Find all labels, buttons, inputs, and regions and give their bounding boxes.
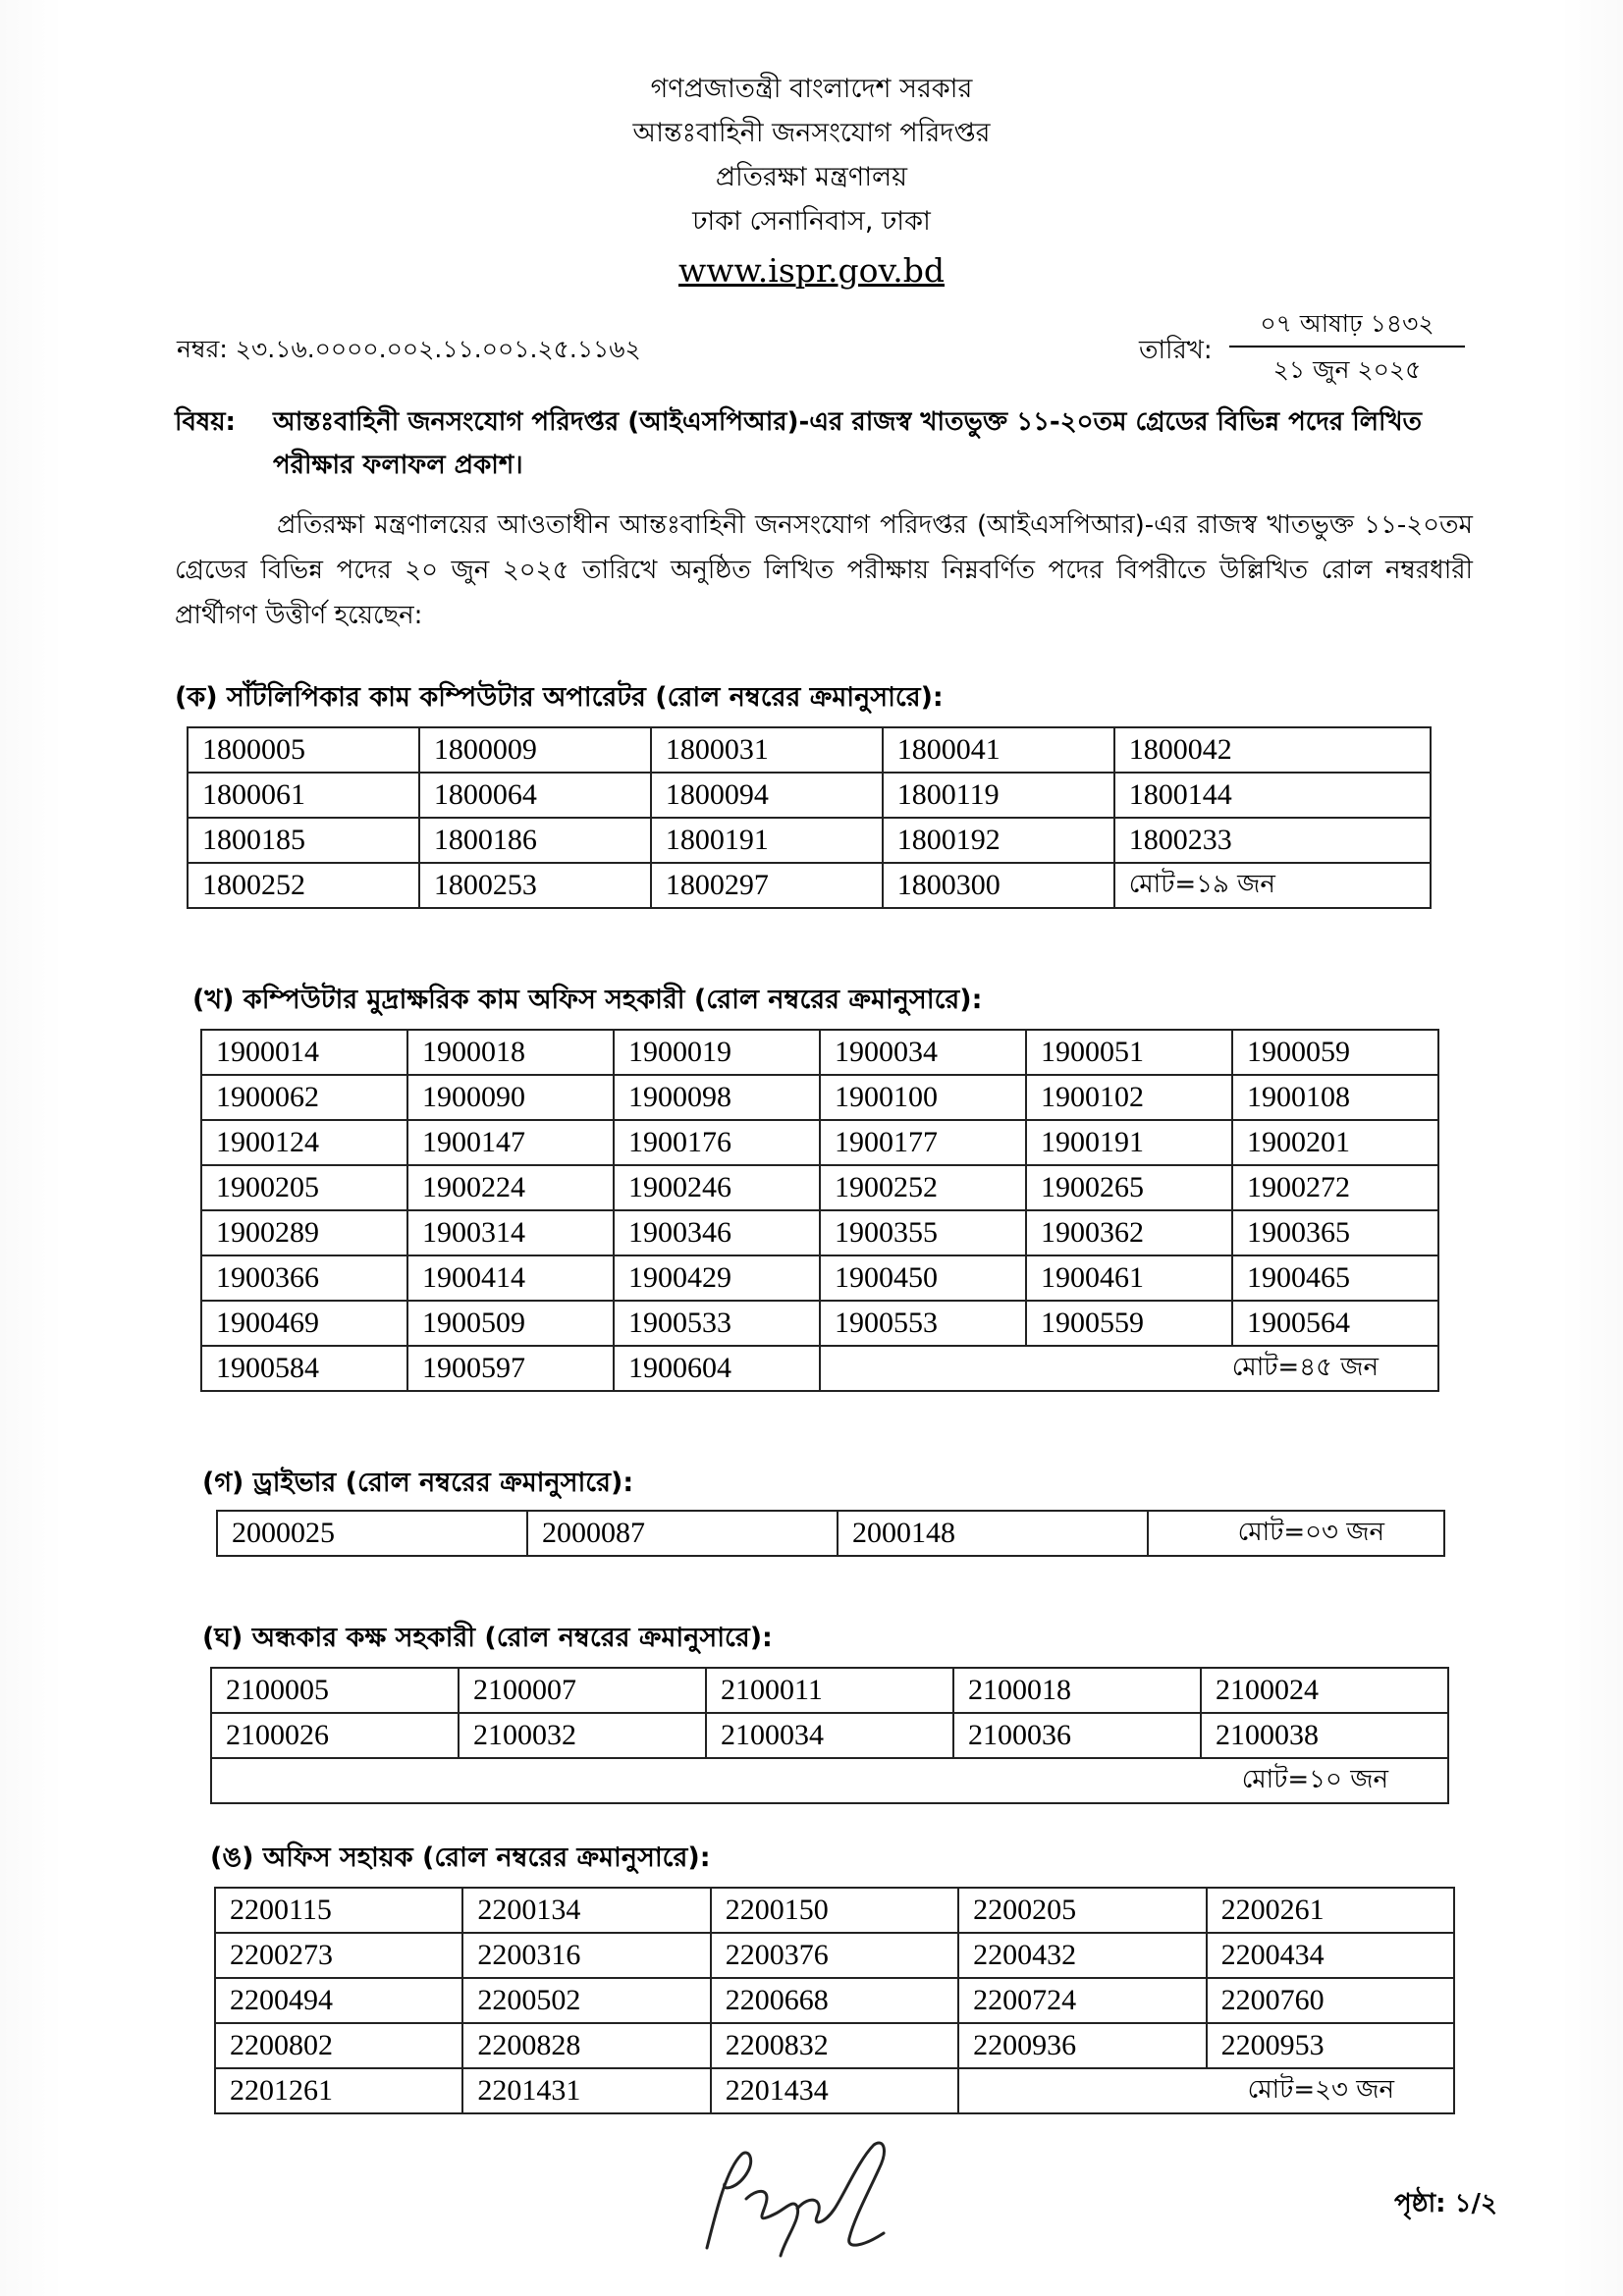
table-row — [201, 1165, 1438, 1210]
roll-cell: 1900034 — [820, 1030, 1026, 1075]
roll-cell: 1800009 — [419, 727, 651, 773]
section-uma-total: মোট=২৩ জন — [958, 2068, 1454, 2113]
roll-cell: 1900265 — [1026, 1165, 1232, 1210]
section-ga-title: (গ) ড্রাইভার (রোল নম্বরের ক্রমানুসারে): — [202, 1468, 634, 1498]
section-gha-title: (ঘ) অন্ধকার কক্ষ সহকারী (রোল নম্বরের ক্রমানুসারে): — [202, 1623, 773, 1653]
roll-cell: 1900346 — [614, 1210, 820, 1255]
subject — [175, 400, 1471, 487]
roll-cell: 1900090 — [407, 1075, 614, 1120]
table-row — [201, 1255, 1438, 1301]
roll-cell: 1900362 — [1026, 1210, 1232, 1255]
roll-cell: 2200502 — [462, 1978, 710, 2023]
section-kha-total: মোট=৪৫ জন — [820, 1346, 1438, 1391]
roll-cell: 1800031 — [651, 727, 883, 773]
roll-cell: 2200432 — [958, 1933, 1206, 1978]
roll-cell: 2200832 — [711, 2023, 958, 2068]
letterhead — [0, 67, 1623, 296]
table-row — [201, 1346, 1438, 1391]
roll-cell: 2100007 — [459, 1668, 706, 1713]
roll-cell: 1900272 — [1232, 1165, 1438, 1210]
roll-cell: 1800144 — [1114, 773, 1431, 818]
ministry-name: প্রতিরক্ষা মন্ত্রণালয় — [715, 162, 908, 192]
roll-cell: 1900564 — [1232, 1301, 1438, 1346]
roll-cell: 1900461 — [1026, 1255, 1232, 1301]
section-ka-total: মোট=১৯ জন — [1114, 863, 1431, 908]
roll-cell: 1900553 — [820, 1301, 1026, 1346]
roll-cell: 1900246 — [614, 1165, 820, 1210]
roll-cell: 1900355 — [820, 1210, 1026, 1255]
roll-cell: 1900604 — [614, 1346, 820, 1391]
roll-cell: 1900124 — [201, 1120, 407, 1165]
roll-cell: 1900205 — [201, 1165, 407, 1210]
roll-cell: 1800042 — [1114, 727, 1431, 773]
roll-cell: 1800119 — [883, 773, 1114, 818]
section-gha-table — [210, 1667, 1449, 1804]
address: ঢাকা সেনানিবাস, ঢাকা — [692, 206, 931, 237]
roll-cell: 2200828 — [462, 2023, 710, 2068]
roll-cell: 1900201 — [1232, 1120, 1438, 1165]
roll-cell: 1900176 — [614, 1120, 820, 1165]
roll-cell: 1800064 — [419, 773, 651, 818]
roll-cell: 1900584 — [201, 1346, 407, 1391]
roll-cell: 2201431 — [462, 2068, 710, 2113]
signature-image — [687, 2130, 903, 2268]
roll-cell: 1800005 — [188, 727, 419, 773]
roll-cell: 2201261 — [215, 2068, 462, 2113]
roll-cell: 1900559 — [1026, 1301, 1232, 1346]
roll-cell: 2200150 — [711, 1888, 958, 1933]
roll-cell: 2200205 — [958, 1888, 1206, 1933]
roll-cell: 1900509 — [407, 1301, 614, 1346]
website-link[interactable]: www.ispr.gov.bd — [677, 251, 946, 290]
roll-cell: 2100032 — [459, 1713, 706, 1758]
subject-label: বিষয়: — [175, 407, 236, 437]
roll-cell: 1900429 — [614, 1255, 820, 1301]
roll-cell: 1800297 — [651, 863, 883, 908]
subject-text: আন্তঃবাহিনী জনসংযোগ পরিদপ্তর (আইএসপিআর)-এর রাজস্ব খাতভুক্ত ১১-২০তম গ্রেডের বিভিন্ন পদের লিখিত পরীক্ষার ফলাফল প্রকাশ। — [273, 407, 1423, 480]
roll-cell: 1800253 — [419, 863, 651, 908]
roll-cell: 2200668 — [711, 1978, 958, 2023]
roll-cell: 1900014 — [201, 1030, 407, 1075]
section-ka-table — [187, 726, 1432, 909]
roll-cell: 2200273 — [215, 1933, 462, 1978]
roll-cell: 2100005 — [211, 1668, 459, 1713]
roll-cell: 1800186 — [419, 818, 651, 863]
roll-cell: 1900062 — [201, 1075, 407, 1120]
table-row — [215, 2023, 1454, 2068]
roll-cell: 1800192 — [883, 818, 1114, 863]
table-row — [188, 727, 1431, 773]
roll-cell: 2200115 — [215, 1888, 462, 1933]
roll-cell: 1900051 — [1026, 1030, 1232, 1075]
table-row — [215, 2068, 1454, 2113]
roll-cell: 1900102 — [1026, 1075, 1232, 1120]
roll-cell: 1900191 — [1026, 1120, 1232, 1165]
roll-cell: 1900289 — [201, 1210, 407, 1255]
roll-cell: 1800191 — [651, 818, 883, 863]
section-uma-title: (ঙ) অফিস সহায়ক (রোল নম্বরের ক্রমানুসারে): — [210, 1842, 711, 1873]
table-row — [215, 1933, 1454, 1978]
roll-cell: 2000148 — [838, 1511, 1148, 1556]
table-row — [201, 1075, 1438, 1120]
roll-cell: 2200494 — [215, 1978, 462, 2023]
page-number: পৃষ্ঠা: ১/২ — [1394, 2189, 1497, 2218]
roll-cell: 1900314 — [407, 1210, 614, 1255]
roll-cell: 1800094 — [651, 773, 883, 818]
roll-cell: 2200134 — [462, 1888, 710, 1933]
roll-cell: 1900450 — [820, 1255, 1026, 1301]
table-row — [201, 1210, 1438, 1255]
date-label: তারিখ: — [1139, 336, 1213, 365]
govt-name: গণপ্রজাতন্ত্রী বাংলাদেশ সরকার — [650, 74, 973, 104]
roll-cell: 1900366 — [201, 1255, 407, 1301]
table-row — [211, 1713, 1448, 1758]
roll-cell: 1900108 — [1232, 1075, 1438, 1120]
date-divider — [1229, 346, 1465, 347]
roll-cell: 2200376 — [711, 1933, 958, 1978]
roll-cell: 2200760 — [1207, 1978, 1454, 2023]
table-row — [215, 1978, 1454, 2023]
table-row — [211, 1668, 1448, 1713]
roll-cell: 2100038 — [1201, 1713, 1448, 1758]
roll-cell: 1900147 — [407, 1120, 614, 1165]
roll-cell: 1900414 — [407, 1255, 614, 1301]
roll-cell: 2200802 — [215, 2023, 462, 2068]
date-bangla: ০৭ আষাঢ় ১৪৩২ — [1260, 309, 1434, 338]
table-row — [188, 818, 1431, 863]
table-row — [201, 1120, 1438, 1165]
table-row — [201, 1030, 1438, 1075]
date-english: ২১ জুন ২০২৫ — [1272, 355, 1422, 384]
roll-cell: 1900597 — [407, 1346, 614, 1391]
roll-cell: 1900059 — [1232, 1030, 1438, 1075]
roll-cell: 1900098 — [614, 1075, 820, 1120]
roll-cell: 2200316 — [462, 1933, 710, 1978]
table-row — [217, 1511, 1444, 1556]
section-ga-table — [216, 1510, 1445, 1557]
roll-cell: 1900177 — [820, 1120, 1026, 1165]
roll-cell: 1800252 — [188, 863, 419, 908]
department-name: আন্তঃবাহিনী জনসংযোগ পরিদপ্তর — [632, 118, 991, 148]
roll-cell: 2200953 — [1207, 2023, 1454, 2068]
roll-cell: 1900469 — [201, 1301, 407, 1346]
section-gha-total: মোট=১০ জন — [211, 1758, 1448, 1803]
roll-cell: 1900224 — [407, 1165, 614, 1210]
table-row — [188, 773, 1431, 818]
roll-cell: 2200936 — [958, 2023, 1206, 2068]
roll-cell: 1900100 — [820, 1075, 1026, 1120]
roll-cell: 2200724 — [958, 1978, 1206, 2023]
roll-cell: 1900252 — [820, 1165, 1026, 1210]
table-row — [201, 1301, 1438, 1346]
roll-cell: 1800233 — [1114, 818, 1431, 863]
section-ka-title: (ক) সাঁটলিপিকার কাম কম্পিউটার অপারেটর (রোল নম্বরের ক্রমানুসারে): — [175, 682, 944, 713]
roll-cell: 1900365 — [1232, 1210, 1438, 1255]
roll-cell: 2200261 — [1207, 1888, 1454, 1933]
section-kha-table — [200, 1029, 1439, 1392]
roll-cell: 1800041 — [883, 727, 1114, 773]
roll-cell: 1900018 — [407, 1030, 614, 1075]
roll-cell: 2201434 — [711, 2068, 958, 2113]
roll-cell: 1900533 — [614, 1301, 820, 1346]
roll-cell: 1800185 — [188, 818, 419, 863]
memo-number: নম্বর: ২৩.১৬.০০০০.০০২.১১.০০১.২৫.১১৬২ — [177, 335, 641, 363]
roll-cell: 2100018 — [953, 1668, 1201, 1713]
roll-cell: 2100011 — [706, 1668, 953, 1713]
table-row — [215, 1888, 1454, 1933]
table-row — [211, 1758, 1448, 1803]
body-paragraph: প্রতিরক্ষা মন্ত্রণালয়ের আওতাধীন আন্তঃবাহিনী জনসংযোগ পরিদপ্তর (আইএসপিআর)-এর রাজস্ব খাতভুক্ত ১১-২০তম গ্রেডের বিভিন্ন পদের ২০ জুন ২০২৫ তারিখে অনুষ্ঠিত লিখিত পরীক্ষায় নিম্নবর্ণিত পদের বিপরীতে উল্লিখিত রোল নম্বরধারী প্রার্থীগণ উত্তীর্ণ হয়েছেন: — [175, 510, 1473, 630]
table-row — [188, 863, 1431, 908]
section-ga-total: মোট=০৩ জন — [1148, 1511, 1444, 1556]
roll-cell: 2100024 — [1201, 1668, 1448, 1713]
roll-cell: 1800061 — [188, 773, 419, 818]
section-kha-title: (খ) কম্পিউটার মুদ্রাক্ষরিক কাম অফিস সহকারী (রোল নম্বরের ক্রমানুসারে): — [192, 985, 983, 1015]
roll-cell: 2000087 — [527, 1511, 838, 1556]
roll-cell: 2100036 — [953, 1713, 1201, 1758]
section-uma-table — [214, 1887, 1455, 2114]
roll-cell: 2000025 — [217, 1511, 527, 1556]
roll-cell: 2100034 — [706, 1713, 953, 1758]
roll-cell: 1800300 — [883, 863, 1114, 908]
date-block — [1229, 304, 1465, 389]
roll-cell: 2100026 — [211, 1713, 459, 1758]
roll-cell: 1900465 — [1232, 1255, 1438, 1301]
roll-cell: 2200434 — [1207, 1933, 1454, 1978]
roll-cell: 1900019 — [614, 1030, 820, 1075]
